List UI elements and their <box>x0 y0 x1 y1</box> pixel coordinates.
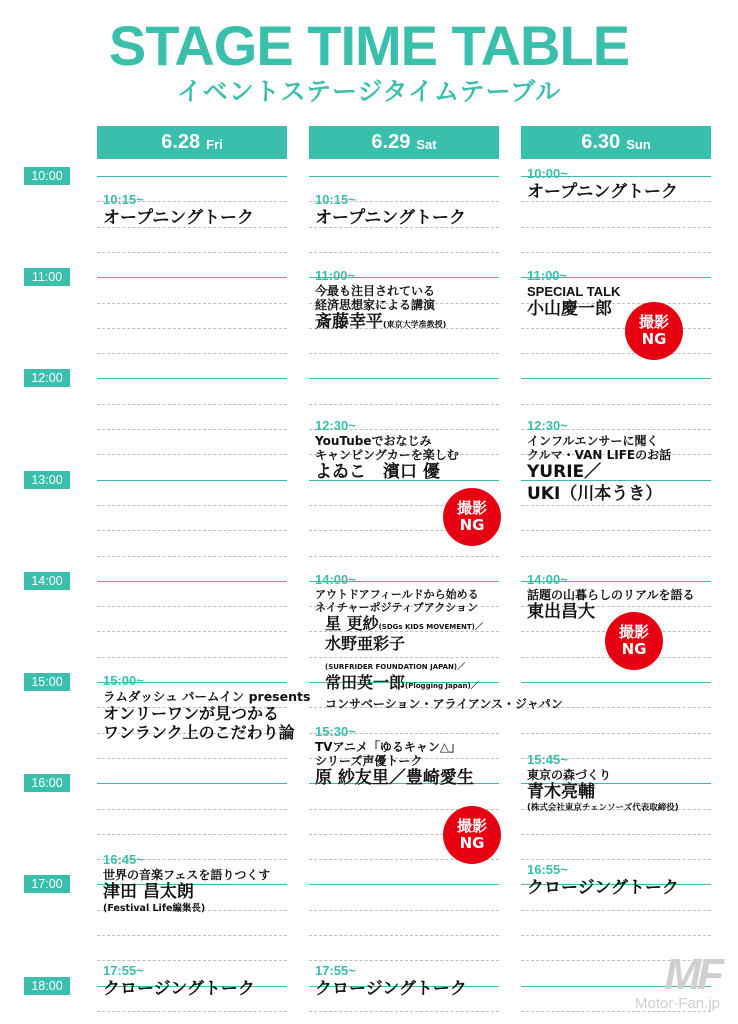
event-fri-1645 <box>103 852 270 915</box>
quarter-line <box>309 910 499 911</box>
hour-line <box>97 581 287 582</box>
quarter-line <box>97 556 287 557</box>
event-desc: シリーズ声優トーク <box>315 753 423 768</box>
event-time: 10:15~ <box>315 192 356 207</box>
quarter-line <box>97 631 287 632</box>
quarter-line <box>97 657 287 658</box>
event-desc: SPECIAL TALK <box>527 283 621 299</box>
event-sun-1400 <box>527 572 695 623</box>
event-desc: アウトドアフィールドから始める <box>315 587 479 601</box>
event-sun-1230 <box>527 418 671 505</box>
hour-line <box>97 480 287 481</box>
hour-label: 16:00 <box>24 774 70 792</box>
separator: ／ <box>470 681 479 691</box>
event-desc: インフルエンサーに聞く <box>527 433 659 448</box>
hour-line <box>97 783 287 784</box>
badge-line: NG <box>459 516 485 534</box>
no-photo-badge <box>625 302 683 360</box>
event-time: 16:45~ <box>103 852 144 867</box>
hour-line <box>97 378 287 379</box>
badge-line: NG <box>621 640 647 658</box>
hour-line <box>97 277 287 278</box>
event-sat-1530 <box>315 724 474 790</box>
quarter-line <box>97 809 287 810</box>
quarter-line <box>521 556 711 557</box>
quarter-line <box>521 252 711 253</box>
quarter-line <box>97 758 287 759</box>
hour-label: 12:00 <box>24 369 70 387</box>
logo-mark: MF <box>664 950 720 999</box>
separator: ／ <box>457 661 466 671</box>
event-time: 12:30~ <box>527 418 568 433</box>
speaker-name: YURIE／ <box>527 462 602 483</box>
quarter-line <box>97 404 287 405</box>
speaker-note: (株式会社東京チェンソーズ代表取締役) <box>527 803 679 814</box>
speaker-name: 原 紗友里／豊崎愛生 <box>315 768 474 789</box>
hour-label: 13:00 <box>24 471 70 489</box>
hour-label: 10:00 <box>24 167 70 185</box>
quarter-line <box>309 935 499 936</box>
no-photo-badge <box>443 488 501 546</box>
event-desc: TVアニメ「ゆるキャン△」 <box>315 739 462 754</box>
event-desc: 今最も注目されている <box>315 283 436 298</box>
quarter-line <box>521 859 711 860</box>
speaker-name: コンサベーション・アライアンス・ジャパン <box>325 697 563 712</box>
event-title: ワンランク上のこだわり論 <box>103 722 295 742</box>
day-date: 6.29 <box>371 131 411 153</box>
event-desc: 話題の山暮らしのリアルを語る <box>527 587 695 602</box>
event-desc: 東京の森づくり <box>527 767 612 782</box>
event-time: 11:00~ <box>527 268 568 283</box>
event-title: クロージングトーク <box>527 877 679 898</box>
quarter-line <box>97 454 287 455</box>
day-weekday: Sun <box>626 137 651 152</box>
quarter-line <box>309 1011 499 1012</box>
badge-line: NG <box>641 330 667 348</box>
event-title: クロージングトーク <box>103 978 255 999</box>
quarter-line <box>97 328 287 329</box>
speaker-name: 斎藤幸平 <box>315 312 383 333</box>
event-sun-closing <box>527 862 679 898</box>
event-desc: 経済思想家による講演 <box>315 297 436 312</box>
speaker-name: 津田 昌太朗 <box>103 881 194 902</box>
event-sat-1100 <box>315 268 446 334</box>
event-sun-1100 <box>527 268 620 320</box>
speaker-note: (Plogging Japan) <box>405 682 471 691</box>
speaker-name: よゐこ 濱口 優 <box>315 462 440 483</box>
event-title: オンリーワンが見つかる <box>103 703 280 723</box>
quarter-line <box>521 530 711 531</box>
quarter-line <box>309 960 499 961</box>
quarter-line <box>97 252 287 253</box>
event-time: 14:00~ <box>527 572 568 587</box>
quarter-line <box>309 252 499 253</box>
event-time: 17:55~ <box>315 963 356 978</box>
hour-label: 14:00 <box>24 572 70 590</box>
event-title: オープニングトーク <box>527 181 678 202</box>
event-sat-1230 <box>315 418 459 484</box>
speaker-note: (SDGs KIDS MOVEMENT) <box>378 622 475 631</box>
event-desc: 世界の音楽フェスを語りつくす <box>103 867 271 882</box>
quarter-line <box>97 353 287 354</box>
quarter-line <box>309 556 499 557</box>
speaker-note: (SURFRIDER FOUNDATION JAPAN) <box>325 662 458 671</box>
event-sat-1400 <box>315 572 563 712</box>
event-time: 10:15~ <box>103 192 144 207</box>
speaker-name: UKI（川本うき） <box>527 483 663 504</box>
speaker-note: (東京大学准教授) <box>383 320 447 330</box>
quarter-line <box>97 960 287 961</box>
event-time: 14:00~ <box>315 572 356 587</box>
event-time: 15:30~ <box>315 724 356 739</box>
hour-line <box>97 176 287 177</box>
day-date: 6.30 <box>581 131 621 153</box>
event-time: 10:00~ <box>527 166 568 181</box>
event-fri-closing <box>103 963 255 999</box>
quarter-line <box>309 353 499 354</box>
event-time: 15:00~ <box>103 673 144 688</box>
badge-line: 撮影 <box>618 622 649 641</box>
watermark-logo <box>634 950 720 1012</box>
quarter-line <box>97 1011 287 1012</box>
event-sun-opening <box>527 166 678 202</box>
hour-line <box>309 378 499 379</box>
no-photo-badge <box>605 612 663 670</box>
hour-line <box>521 378 711 379</box>
speaker-name: 東出昌大 <box>527 601 595 622</box>
event-desc: クルマ・VAN LIFEのお話 <box>527 447 672 462</box>
event-sat-closing <box>315 963 467 999</box>
speaker-name: 青木亮輔 <box>527 781 595 802</box>
event-time: 12:30~ <box>315 418 356 433</box>
event-desc: ラムダッシュ パームイン presents <box>103 688 311 704</box>
speaker-name: 星 更紗 <box>325 613 379 633</box>
badge-line: NG <box>459 834 485 852</box>
quarter-line <box>97 606 287 607</box>
speaker-note: (Festival Life編集長) <box>103 903 206 915</box>
day-date: 6.28 <box>161 131 201 153</box>
quarter-line <box>97 429 287 430</box>
quarter-line <box>97 834 287 835</box>
event-sat-opening <box>315 192 466 228</box>
quarter-line <box>521 910 711 911</box>
event-title: オープニングトーク <box>103 207 254 228</box>
speaker-name: 常田英一郎 <box>325 673 406 693</box>
hour-label: 18:00 <box>24 977 70 995</box>
event-fri-1500 <box>103 673 310 742</box>
badge-line: 撮影 <box>638 312 669 331</box>
quarter-line <box>521 353 711 354</box>
quarter-line <box>521 733 711 734</box>
day-header-sun <box>521 126 711 159</box>
badge-line: 撮影 <box>456 498 487 517</box>
quarter-line <box>521 505 711 506</box>
logo-text: Motor-Fan.jp <box>634 995 720 1012</box>
hour-line <box>309 176 499 177</box>
event-time: 16:55~ <box>527 862 568 877</box>
page-title: STAGE TIME TABLE <box>108 14 630 77</box>
day-weekday: Sat <box>416 137 437 152</box>
quarter-line <box>309 404 499 405</box>
badge-line: 撮影 <box>456 816 487 835</box>
day-header-fri <box>97 126 287 159</box>
quarter-line <box>521 404 711 405</box>
event-desc: キャンピングカーを楽しむ <box>315 447 459 462</box>
separator: ／ <box>474 621 483 631</box>
quarter-line <box>521 935 711 936</box>
quarter-line <box>97 505 287 506</box>
event-fri-opening <box>103 192 254 228</box>
event-time: 11:00~ <box>315 268 356 283</box>
quarter-line <box>521 227 711 228</box>
event-desc: ネイチャーポジティブアクション <box>315 600 479 614</box>
event-sun-1545 <box>527 752 679 813</box>
speaker-name: 水野亜彩子 <box>325 633 406 653</box>
quarter-line <box>97 303 287 304</box>
quarter-line <box>521 834 711 835</box>
quarter-line <box>97 935 287 936</box>
event-desc: YouTubeでおなじみ <box>315 433 432 448</box>
day-header-sat <box>309 126 499 159</box>
hour-line <box>309 884 499 885</box>
event-time: 17:55~ <box>103 963 144 978</box>
speaker-name: 小山慶一郎 <box>527 299 612 320</box>
hour-label: 15:00 <box>24 673 70 691</box>
day-weekday: Fri <box>206 137 223 152</box>
hour-label: 11:00 <box>24 268 70 286</box>
event-time: 15:45~ <box>527 752 568 767</box>
page-subtitle: イベントステージタイムテーブル <box>176 77 562 106</box>
event-title: オープニングトーク <box>315 207 466 228</box>
no-photo-badge <box>443 806 501 864</box>
hour-label: 17:00 <box>24 875 70 893</box>
quarter-line <box>97 530 287 531</box>
event-title: クロージングトーク <box>315 978 467 999</box>
